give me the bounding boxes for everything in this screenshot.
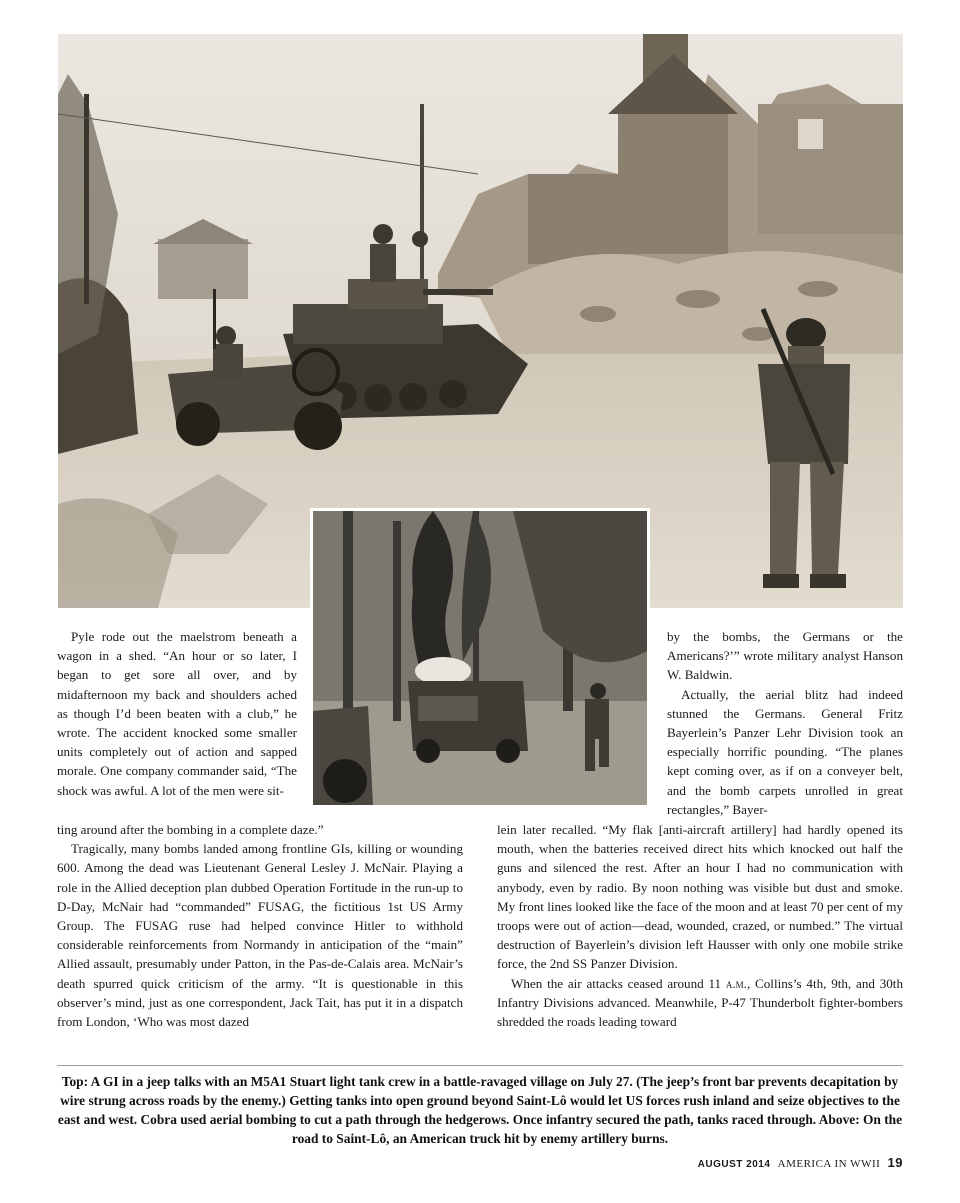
paragraph-bayerlein: Actually, the aerial blitz had indeed stunned the Germans. General Fritz Bayerlein’s Panzer Lehr Division took an especially horrific pounding. “The planes kept coming over, as if on a conveyer belt, and the bomb carpets unrolled in great rectangles,” Bayer- (667, 686, 903, 817)
article-column-left-bottom (57, 820, 463, 1031)
air-attacks-text-b: , Collins’s 4th, 9th, and 30th Infantry Divisions advanced. Meanwhile, P-47 Thunderbolt fighter-bombers shredded the roads leading toward (497, 975, 903, 1030)
paragraph-baldwin-continued: by the bombs, the Germans or the Americans?’” wrote military analyst Hanson W. Baldwin. (667, 629, 903, 683)
air-attacks-text-a: When the air attacks ceased around 11 (511, 975, 726, 991)
inset-photo-burning-truck (313, 511, 647, 805)
caption-divider (57, 1065, 903, 1066)
footer-magazine-title: AMERICA IN WWII (777, 1158, 881, 1170)
article-column-right-bottom (497, 820, 903, 1031)
article-column-right-top (667, 627, 903, 819)
paragraph-air-attacks (497, 974, 903, 1032)
page-footer (698, 1155, 903, 1170)
footer-issue-date: AUGUST 2014 (697, 1159, 771, 1170)
article-column-left-top (57, 627, 297, 800)
photo-caption: Top: A GI in a jeep talks with an M5A1 Stuart light tank crew in a battle-ravaged village on July 27. (The jeep’s front bar prevents decapitation by wire strung across roads by the enemy.) Getting tanks into open ground beyond Saint-Lô would let US forces rush inland and seize objectives to the east and west. Cobra used aerial bombing to cut a path through the hedgerows. Once infantry secured the path, tanks raced through. Above: On the road to Saint-Lô, an American truck hit by enemy artillery burns. (57, 1074, 903, 1146)
footer-page-number: 19 (887, 1155, 903, 1170)
paragraph-pyle: Pyle rode out the maelstrom beneath a wagon in a shed. “An hour or so later, I began to get sore all over, and by midafternoon my back and shoulders ached as though I’d been beaten with a club,” he wrote. The accident knocked some smaller units completely out of action and sapped morale. One company commander said, “The shock was awful. A lot of the men were sit- (57, 629, 297, 798)
air-attacks-time-am: a.m. (725, 975, 747, 991)
paragraph-pyle-continued: ting around after the bombing in a complete daze.” (57, 822, 324, 837)
paragraph-bayerlein-continued: lein later recalled. “My flak [anti-aircraft artillery] had hardly opened its mouth, when the batteries received direct hits which knocked out half the guns and silenced the rest. After an hour I had no communication with anybody, even by radio. By noon nothing was visible but dust and smoke. My front lines looked like the face of the moon and at least 70 per cent of my troops were out of action—dead, wounded, crazed, or numbed.” The virtual destruction of Bayerlein’s division left Hausser with only one mobile strike force, the 2nd SS Panzer Division. (497, 822, 903, 972)
paragraph-mcnair: Tragically, many bombs landed among frontline GIs, killing or wounding 600. Among the dead was Lieutenant General Lesley J. McNair. Playing a role in the Allied deception plan dubbed Operation Fortitude in the run-up to D-Day, McNair had “commanded” FUSAG, the fictitious 1st US Army Group. The FUSAG ruse had helped convince Hitler to withhold considerable reinforcements from Normandy in anticipation of the “main” Allied assault, presumably under Patton, in the Pas-de-Calais area. McNair’s death spurred quick criticism of the army. “It is questionable in this observer’s mind, just as one correspondent, Jack Tait, has put it in a dispatch from London, ‘Who was most dazed (57, 841, 463, 1030)
